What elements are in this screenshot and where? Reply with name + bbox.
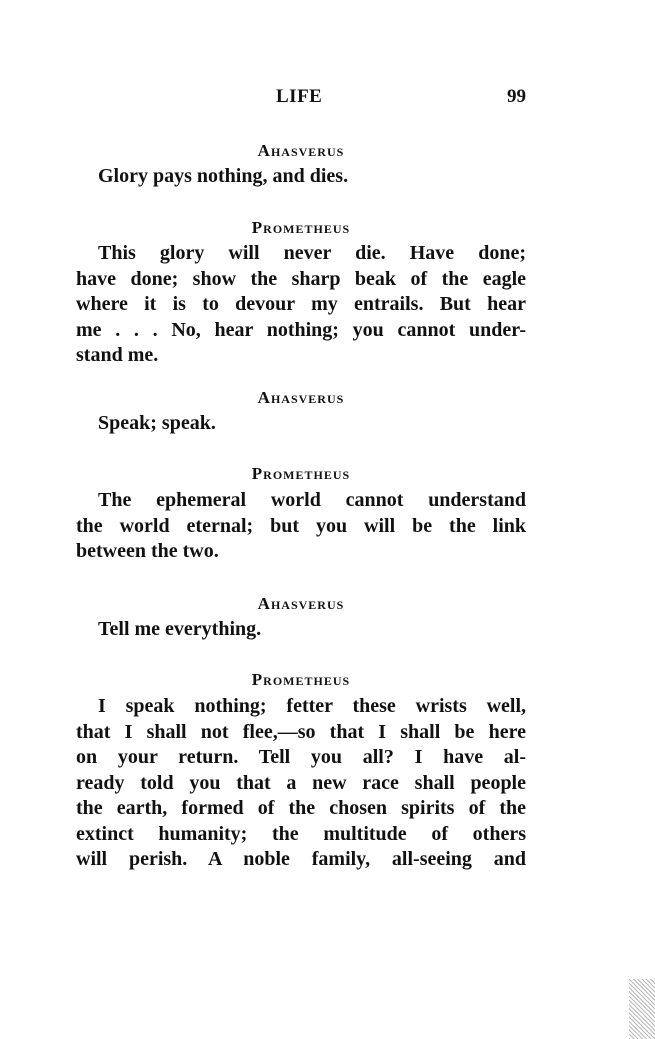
speech-line: between the two. [76, 540, 219, 562]
speech-line: me . . . No, hear nothing; you cannot under- [76, 318, 526, 341]
speaker-name: Prometheus [251, 670, 351, 689]
speaker-name: Ahasverus [257, 594, 345, 613]
speaker-name: Prometheus [251, 464, 351, 483]
speech-paragraph [76, 411, 526, 437]
speech-line: Tell me everything. [98, 618, 262, 640]
speech-line: on your return. Tell you all? I have al- [76, 746, 526, 768]
speaker-name: Ahasverus [257, 141, 345, 160]
speech-paragraph [76, 617, 526, 643]
speech-line: I speak nothing; fetter these wrists well, [98, 695, 526, 717]
speech-line: that I shall not flee,—so that I shall be here [76, 720, 526, 743]
speech-line: Speak; speak. [98, 412, 216, 434]
speech-line: This glory will never die. Have done; [98, 242, 526, 264]
speaker-name: Ahasverus [257, 388, 345, 407]
page-edge-shading [629, 979, 655, 1039]
page-header [76, 86, 526, 112]
speech-line: extinct humanity; the multitude of others [76, 822, 526, 845]
page-number: 99 [507, 86, 526, 107]
speech-line: Glory pays nothing, and dies. [98, 165, 349, 187]
speech-line: ready told you that a new race shall people [76, 771, 526, 794]
speech-line: the world eternal; but you will be the link [76, 514, 526, 537]
speech-paragraph [76, 694, 526, 873]
speech-line: stand me. [76, 344, 159, 366]
running-title: LIFE [276, 86, 323, 107]
speech-line: the earth, formed of the chosen spirits of the [76, 797, 526, 819]
speech-line: will perish. A noble family, all-seeing and [76, 848, 526, 870]
speech-paragraph [76, 488, 526, 565]
speech-line: have done; show the sharp beak of the eagle [76, 267, 526, 290]
speech-line: The ephemeral world cannot understand [98, 489, 526, 511]
speech-paragraph [76, 241, 526, 369]
speech-line: where it is to devour my entrails. But hear [76, 293, 526, 315]
speech-paragraph [76, 164, 526, 190]
speaker-name: Prometheus [251, 218, 351, 237]
